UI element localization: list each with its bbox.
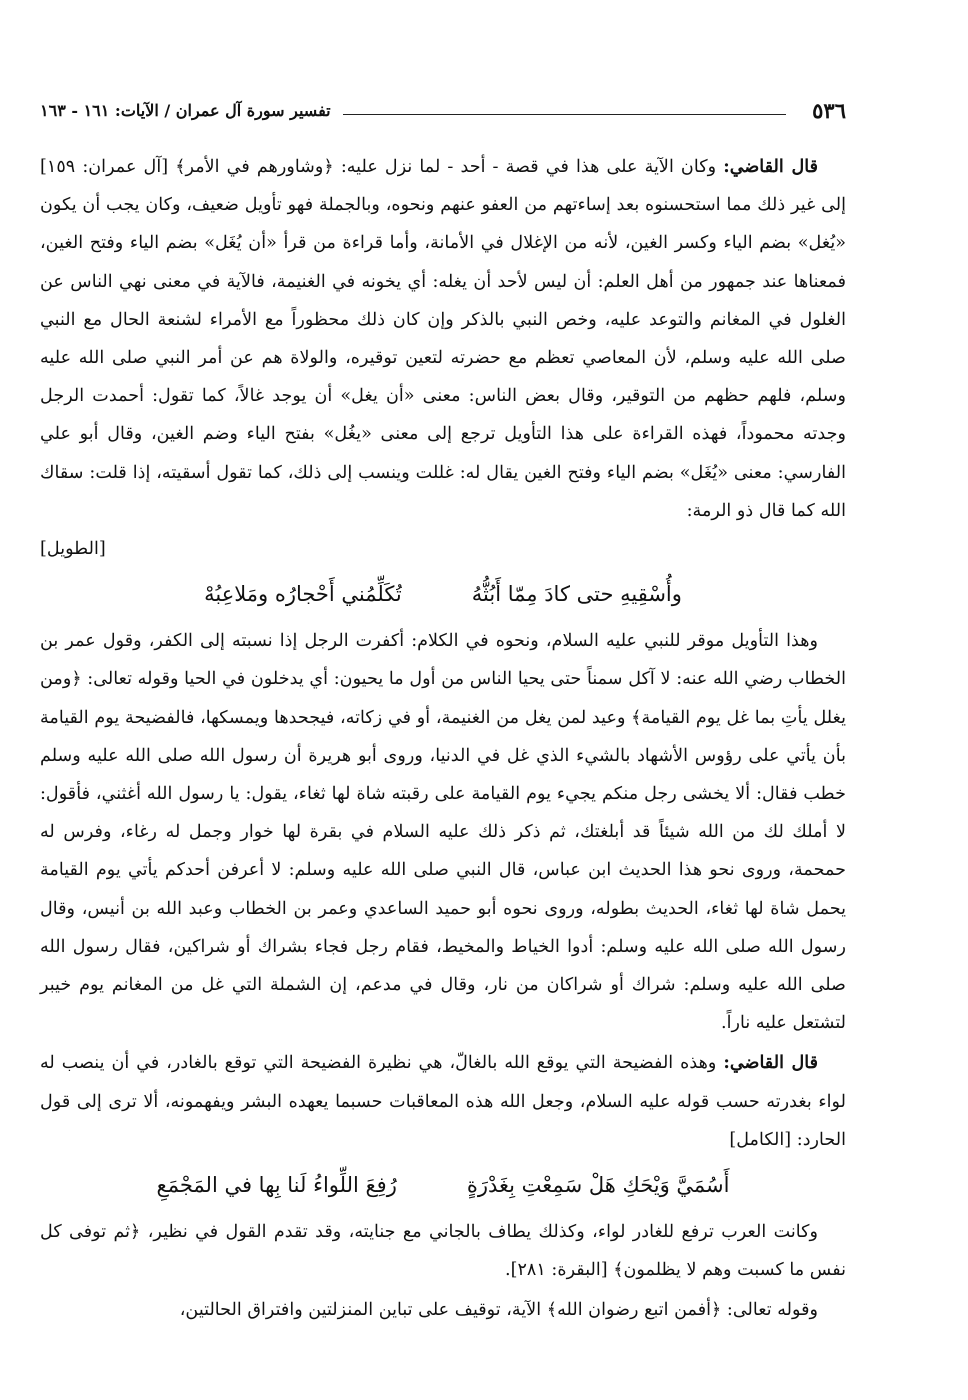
paragraph-text: وكان الآية على هذا في قصة - أحد - لما نزل عليه: ﴿وشاورهم في الأمر﴾ [آل عمران: ١٥٩] إلى غير ذلك مما استحسنوه بعد إساءتهم من العفو عنهم ونحوه، وبالجملة فهو تأويل ضعيف، وكان يجب أن يكون «يُغل» بضم الياء وكسر الغين، لأنه من الإغلال في الأمانة، وأما قراءة من قرأ «أن يُغَل» بضم الياء وفتح الغين، فمعناها عند جمهور من أهل العلم: أن ليس لأحد أن يغله: أي يخونه في الغنيمة، فالآية في معنى نهي الناس عن الغلول في المغانم والتوعد عليه، وخص النبي بالذكر وإن كان ذلك محظوراً مع الأمراء لشنعة الحال مع النبي صلى الله عليه وسلم، لأن المعاصي تعظم مع حضرته لتعين توقيره، والولاة هم عن أمر النبي صلى الله عليه وسلم، فلهم حظهم من التوقير، وقال بعض الناس: معنى «أن يغل» أن يوجد غالاً، كما تقول: أحمدت الرجل وجدته محموداً، فهذه القراءة على هذا التأويل ترجع إلى معنى «يغُل» بفتح الياء وضم الغين، وقال أبو علي الفارسي: معنى «يُغَل» بضم الياء وفتح الغين يقال له: غللت وينسب إلى ذلك، كما تقول أسقيته، إذا قلت: سقاك الله كما قال ذو الرمة: [40, 157, 846, 521]
paragraph-3 [40, 1044, 846, 1159]
verse-second-hemistich: تُكَلِّمُني أَحْجارُه ومَلاعِبُهْ [204, 582, 402, 607]
header-rule [343, 114, 787, 115]
paragraph-5: وقوله تعالى: ﴿أفمن اتبع رضوان الله﴾ الآية، توقيف على تباين المنزلتين وافتراق الحالتين، [179, 1300, 818, 1321]
verse-first-hemistich: أَسُمَيَّ وَيْحَكِ هَلْ سَمِعْتِ بِغَدْرَةٍ [466, 1173, 730, 1198]
speaker-label: قال القاضي: [723, 156, 819, 177]
poetry-verse [40, 1163, 846, 1207]
header-title: تفسير سورة آل عمران / الآيات: ١٦١ - ١٦٣ [40, 100, 331, 120]
paragraph-1 [40, 148, 846, 568]
verse-first-hemistich: وأُسْقِيهِ حتى كادَ مِمّا أَبُثُّهُ [471, 582, 682, 607]
meter-label: [الكامل] [729, 1129, 792, 1150]
page-body [40, 148, 846, 1330]
verse-second-hemistich: رُفِعَ اللِّواءُ لَنا بِها في المَجْمَعِ [156, 1173, 397, 1198]
paragraph-text: وهذه الفضيحة التي يوقع الله بالغالّ، هي نظيرة الفضيحة التي توقع بالغادر، في أن ينصب له لواء بغدرته حسب قوله عليه السلام، وجعل الله هذه المعاقبات حسبما يعهده البشر ويفهمونه، ألا ترى إلى قول الحارد: [40, 1053, 846, 1150]
meter-label: [الطويل] [40, 539, 106, 560]
page-number: ٥٣٦ [812, 97, 846, 123]
poetry-verse [40, 572, 846, 616]
running-header [40, 92, 846, 128]
paragraph-4: وكانت العرب ترفع للغادر لواء، وكذلك يطاف بالجاني مع جنايته، وقد تقدم القول في نظير، ﴿ثم توفى كل نفس ما كسبت وهم لا يظلمون﴾ [البقرة: ٢٨١]. [40, 1222, 846, 1281]
paragraph-2: وهذا التأويل موقر للنبي عليه السلام، ونحوه في الكلام: أكفرت الرجل إذا نسبته إلى الكفر، وقول عمر بن الخطاب رضي الله عنه: لا آكل سمناً حتى يحيا الناس من أول ما يحيون: أي يدخلون في الحيا وقوله تعالى: ﴿ومن يغلل يأتِ بما غل يوم القيامة﴾ وعيد لمن يغل من الغنيمة، أو في زكاته، فيجحدها ويمسكها، فالفضيحة يوم القيامة بأن يأتي على رؤوس الأشهاد بالشيء الذي غل في الدنيا، وروى أبو هريرة أن رسول الله صلى الله عليه وسلم خطب فقال: ألا يخشى رجل منكم يجيء يوم القيامة على رقبته شاة لها ثغاء، يقول: يا رسول الله أغثني، فأقول: لا أملك لك من الله شيئاً قد أبلغتك، ثم ذكر ذلك عليه السلام في بقرة لها خوار وجمل له رغاء، وفرس له حمحمة، وروى نحو هذا الحديث ابن عباس، قال النبي صلى الله عليه وسلم: لا أعرفن أحدكم يأتي يوم القيامة يحمل شاة لها ثغاء، الحديث بطوله، وروى نحوه أبو حميد الساعدي وعمر بن الخطاب وعبد الله بن أنيس، وقال رسول الله صلى الله عليه وسلم: أدوا الخياط والمخيط، فقام رجل فجاء بشراك أو شراكين، فقال رسول الله صلى الله عليه وسلم: شراك أو شراكان من نار، وقال في مدعم، إن الشملة التي غل من المغانم يوم خيبر لتشتعل عليه ناراً. [40, 631, 846, 1034]
speaker-label: قال القاضي: [723, 1052, 818, 1074]
